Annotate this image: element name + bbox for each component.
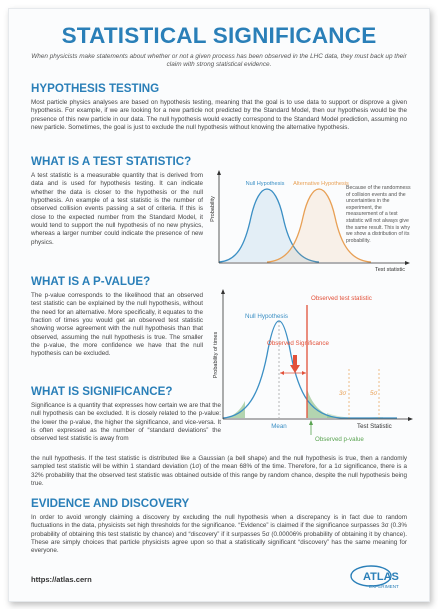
heading-p-value: WHAT IS A P-VALUE?	[31, 275, 151, 288]
paragraph-significance-short: Significance is a quantity that expresses how certain we are that the null hypothesis can be excluded. It is closely related to the p-value: the lower the p-value, the higher the significance, and vice-versa. It is often expressed as the number of “standard deviations” the observed test statistic is away from	[31, 402, 221, 443]
intro-text: When physicists make statements about whether or not a given process has been observed in the LHC data, they must back up their claim with strong statistical evidence.	[31, 53, 407, 69]
sigma5-label: 5σ	[370, 390, 378, 397]
website-link[interactable]: https://atlas.cern	[31, 575, 92, 584]
null-hypothesis-label: Null Hypothesis	[245, 181, 285, 187]
paragraph-p-value: The p-value corresponds to the likelihood that an observed test statistic can be explained by the null hypothesis, without the need for an alternative. More specifically, it equates to the fraction of times you would get an observed test statistic showing worse agreement with the null hypothesis than that observed, assuming the null hypothesis is true. The smaller the p-value, the more confidence we have that the null hypothesis can be excluded.	[31, 292, 203, 358]
null-hypothesis-curve	[223, 321, 397, 418]
pvalue-label: Observed p-value	[315, 436, 364, 443]
significance-arrow-left-icon	[280, 371, 284, 375]
atlas-logo	[349, 563, 411, 593]
chart1-ylabel: Probability	[210, 196, 216, 222]
y-axis-arrow-icon	[217, 170, 221, 175]
chart2-xlabel: Test Statistic	[357, 423, 392, 430]
observed-significance-label	[267, 340, 329, 347]
logo-name: ATLAS	[363, 571, 399, 583]
observed-statistic-label: Observed test statistic	[311, 295, 372, 302]
mean-label: Mean	[271, 423, 287, 430]
pvalue-arrow-icon	[309, 420, 313, 425]
logo-subtitle: EXPERIMENT	[369, 584, 399, 589]
heading-test-statistic: WHAT IS A TEST STATISTIC?	[31, 155, 192, 168]
significance-arrow-right-icon	[302, 371, 306, 375]
x-axis-arrow-icon	[405, 261, 410, 265]
chart1-xlabel: Test statistic	[375, 267, 405, 273]
sigma3-label: 3σ	[339, 390, 347, 397]
poster	[8, 8, 430, 602]
y-axis-arrow-icon	[221, 289, 225, 294]
heading-hypothesis-testing: HYPOTHESIS TESTING	[31, 82, 160, 95]
page-title: STATISTICAL SIGNIFICANCE	[61, 23, 377, 48]
null-hypothesis-label: Null Hypothesis	[245, 313, 288, 320]
chart2-ylabel: Probability of times	[213, 331, 219, 379]
significance-label: Observed Significance	[267, 340, 329, 347]
heading-significance: WHAT IS SIGNIFICANCE?	[31, 385, 173, 398]
paragraph-test-statistic: A test statistic is a measurable quantity that is derived from data and is used for hypothesis testing. It can indicate whether the data is closer to the hypothesis or the null hypothesis. An example of a test statistic is the number of observed collision events passing a set of criteria. If this is close to the expected number from the Standard Model, it would tend to support the null hypothesis of no new physics, whereas a larger number could indicate the presence of new physics.	[31, 172, 203, 246]
paragraph-hypothesis-testing: Most particle physics analyses are based on hypothesis testing, meaning that the goal is to use data to support or disprove a given hypothesis. For example, if we are looking for a new particle not predicted by the Standard Model, then our hypothesis would be the presence of this new particle in our data. The null hypothesis would exactly correspond to the Standard Model prediction, assuming no new particle. Sometimes, the goal is just to exclude the null hypothesis without knowing the alternative hypothesis.	[31, 99, 407, 132]
chart1-annotation: Because of the randomness of collision events and the uncertainties in the experiment, the measurement of a test statistic will not always give the same result. This is why we show a distribution of its probability.	[346, 185, 411, 244]
paragraph-significance-full: the null hypothesis. If the test statistic is distributed like a Gaussian (a bell shape) and the null hypothesis is true, then a randomly sampled test statistic will be within 1 standard deviation (1σ) of the mean 68% of the time. Therefore, for a 1σ significance, there is a 32% probability that the observed test statistic was obtained outside of this range by random chance, despite the null hypothesis being true.	[31, 455, 407, 488]
heading-evidence-discovery: EVIDENCE AND DISCOVERY	[31, 497, 190, 510]
paragraph-evidence-discovery: In order to avoid wrongly claiming a discovery by excluding the null hypothesis when a discrepancy is in fact due to random fluctuations in the data, physicists set high thresholds for the significance. “Evidence” is claimed if the significance surpasses 3σ (0.3% probability of obtaining this test statistic by chance) and “discovery” if it surpasses 5σ (0.00006% probability of obtaining it by chance). These are simply choices that particle physicists agree upon so that a statistically significant “discovery” has the same meaning for everyone.	[31, 514, 407, 555]
p-value-significance-chart	[207, 285, 419, 455]
x-axis-arrow-icon	[408, 417, 413, 421]
alternative-hypothesis-label: Alternative Hypothesis	[293, 181, 349, 187]
